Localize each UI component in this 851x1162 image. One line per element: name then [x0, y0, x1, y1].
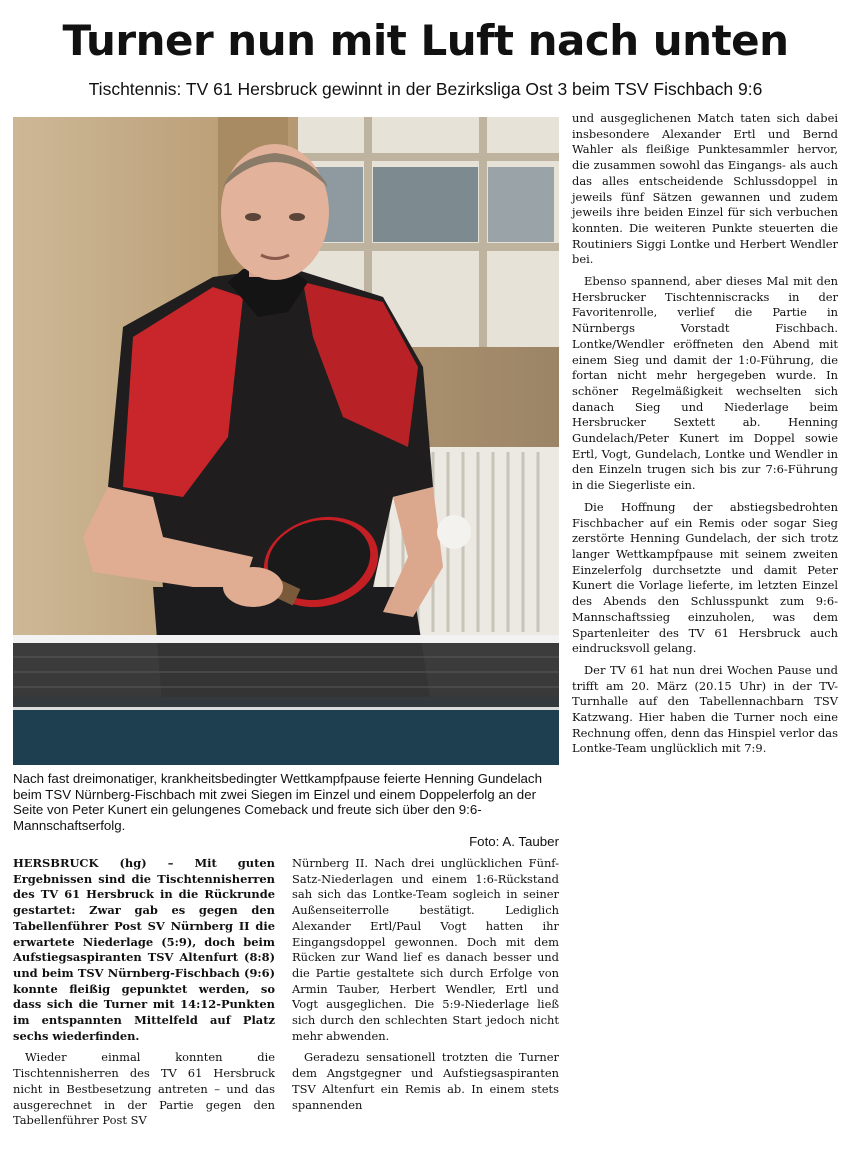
body-paragraph: Nürnberg II. Nach drei unglücklichen Fünf-Satz-Niederlagen und einem 1:6-Rückstand sah sich das Lontke-Team sogleich in seiner Außenseiterrolle bestätigt. Lediglich Alexander Ertl/Paul Vogt hatten ihr Eingangsdoppel gewonnen. Doch mit dem Rücken zur Wand lief es danach besser und die Partie gestaltete sich durch Erfolge von Armin Tauber, Herbert Wendler, Ertl und Vogt ausgeglichen. Die 5:9-Niederlage ließ sich durch den schlechten Start jedoch nicht mehr abwenden. — [292, 856, 559, 1043]
body-paragraph: Wieder einmal konnten die Tischtennisherren des TV 61 Hersbruck nicht in Bestbesetzung antreten – und das ausgerechnet in der Partie gegen den Tabellenführer Post SV — [13, 1050, 275, 1128]
article-column-2 — [292, 856, 559, 1113]
photo-credit: Foto: A. Tauber — [469, 833, 559, 849]
body-paragraph: Geradezu sensationell trotzten die Turner dem Angstgegner und Aufstiegsaspiranten TSV Altenfurt ein Remis ab. In einem stets spannenden — [292, 1050, 559, 1112]
photo-caption — [13, 771, 559, 850]
article-column-1 — [13, 856, 275, 1129]
lead-paragraph: HERSBRUCK (hg) – Mit guten Ergebnissen sind die Tischtennisherren des TV 61 Hersbruck in die Rückrunde gestartet: Zwar gab es gegen den Tabellenführer Post SV Nürnberg II die erwartete Niederlage (5:9), doch beim Aufstiegsaspiranten TSV Altenfurt (8:8) und beim TSV Nürnberg-Fischbach (9:6) konnte fleißig gepunktet werden, so dass sich die Turner mit 14:12-Punkten im entspannten Mittelfeld auf Platz sechs wiederfinden. — [13, 856, 275, 1043]
table-tennis-player-photo — [13, 117, 559, 765]
body-paragraph: und ausgeglichenen Match taten sich dabei insbesondere Alexander Ertl und Bernd Wahler als fleißige Punktesammler hervor, die zusammen sowohl das Eingangs- als auch das alles entscheidende Schlussdoppel in jeweils fünf Sätzen gewannen und zudem jeweils ihre beiden Einzel für sich verbuchen konnten. Die weiteren Punkte steuerten die Routiniers Siggi Lontke und Herbert Wendler bei. — [572, 111, 838, 267]
caption-text: Nach fast dreimonatiger, krankheitsbedingter Wettkampfpause feierte Henning Gundelach beim TSV Nürnberg-Fischbach mit zwei Siegen im Einzel und einem Doppelerfolg an der Seite von Peter Kunert ein gelungenes Comeback und freute sich über den 9:6-Mannschaftserfolg. — [13, 771, 542, 834]
body-paragraph: Der TV 61 hat nun drei Wochen Pause und trifft am 20. März (20.15 Uhr) in der TV-Turnhalle auf den Tabellennachbarn TSV Katzwang. Hier haben die Turner noch eine Rechnung offen, denn das Hinspiel verlor das Lontke-Team unglücklich mit 7:9. — [572, 662, 838, 756]
article-column-3 — [572, 111, 838, 757]
body-paragraph: Ebenso spannend, aber dieses Mal mit den Hersbrucker Tischtenniscracks in der Favoritenrolle, verlief die Partie in Nürnbergs Vorstadt Fischbach. Lontke/Wendler eröffneten den Abend mit einem Sieg und damit der 1:0-Führung, die fortan nicht mehr hergegeben wurde. In schöner Regelmäßigkeit wechselten sich danach Sieg und Niederlage beim Hersbrucker Sextett ab. Henning Gundelach/Peter Kunert im Doppel sowie Ertl, Vogt, Gundelach, Lontke und Wendler in den Einzeln trugen sich bis zur 7:6-Führung in die Siegerliste ein. — [572, 274, 838, 493]
headline: Turner nun mit Luft nach unten — [62, 16, 789, 65]
subheadline: Tischtennis: TV 61 Hersbruck gewinnt in der Bezirksliga Ost 3 beim TSV Fischbach 9:6 — [88, 79, 763, 99]
body-paragraph: Die Hoffnung der abstiegsbedrohten Fischbacher auf ein Remis oder sogar Sieg zerstörte Henning Gundelach, der sich trotz langer Wettkampfpause mit seinem zweiten Einzelerfolg durchsetzte und damit Peter Kunert die Vorlage lieferte, im letzten Einzel des Abends den Schlusspunkt zum 9:6-Mannschaftssieg einzuholen, was dem Spartenleiter des TV 61 Hersbruck auch eindrucksvoll gelang. — [572, 499, 838, 656]
